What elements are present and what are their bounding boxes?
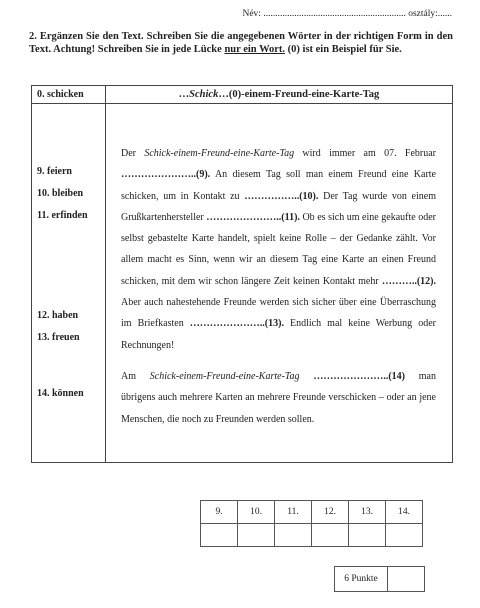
answer-cell-10[interactable]	[238, 524, 275, 547]
answer-grid-label: 9.	[201, 501, 238, 524]
answer-cell-12[interactable]	[312, 524, 349, 547]
paragraph-2	[121, 366, 436, 430]
gap-14: …………………..(14)	[313, 370, 405, 382]
answer-grid-label: 11.	[275, 501, 312, 524]
text-italic: Schick-einem-Freund-eine-Karte-Tag	[144, 148, 295, 159]
answer-grid	[200, 500, 423, 547]
text-segment: An diesem Tag soll man einem Freund eine Karte schicken, um in Kontakt zu	[121, 169, 436, 202]
task-instruction	[29, 30, 453, 56]
instruction-part2: (0) ist ein Beispiel für Sie.	[285, 44, 402, 55]
answer-grid-label: 10.	[238, 501, 275, 524]
text-segment: Aber auch nahestehende Freunde werden sich sicher über eine Überraschung im Briefkasten	[121, 297, 436, 330]
example-answer	[106, 89, 452, 100]
word-label-9: 9. feiern	[37, 166, 72, 177]
example-dots-mid: …	[218, 89, 229, 100]
column-divider	[105, 86, 106, 462]
example-dots-left: …	[178, 89, 190, 100]
text-segment: Ob es sich um eine gekaufte oder selbst gebastelte Karte handelt, spielt keine Rolle – der Gedanke zählt. Vor allem macht es Sinn, wenn wir an diesem Tag eine Karte an einen Freund schicken, mit dem wir schon längere Zeit keinen Kontakt mehr	[121, 211, 436, 287]
text-segment	[300, 371, 314, 382]
word-label-10: 10. bleiben	[37, 188, 84, 199]
answer-grid-blanks	[201, 524, 423, 547]
word-label-14: 14. können	[37, 388, 84, 399]
text-italic: Schick-einem-Freund-eine-Karte-Tag	[149, 370, 300, 382]
answer-cell-11[interactable]	[275, 524, 312, 547]
word-label-13: 13. freuen	[37, 332, 80, 343]
word-label-12: 12. haben	[37, 310, 79, 321]
gap-13: …………………..(13).	[189, 318, 284, 330]
paragraph-1	[121, 143, 436, 356]
gap-12: ………..(12).	[381, 275, 436, 287]
instruction-underlined: nur ein Wort.	[224, 44, 286, 55]
gap-text	[121, 143, 436, 430]
score-field[interactable]	[388, 567, 425, 592]
name-class-field: Név: ............................................................ osztály:......	[242, 9, 452, 19]
answer-grid-label: 13.	[349, 501, 386, 524]
word-label-11: 11. erfinden	[37, 210, 88, 221]
example-rest: (0)-einem-Freund-eine-Karte-Tag	[228, 89, 380, 100]
gap-9: …………………..(9).	[121, 169, 211, 181]
score-box	[334, 566, 425, 592]
gap-10: ……………..(10).	[244, 190, 319, 202]
task-box	[31, 85, 453, 463]
instruction-part1: 2. Ergänzen Sie den Text. Schreiben Sie die angegebenen Wörter in der richtigen Form in den Text. Achtung! Schreiben Sie in jede Lücke	[29, 31, 453, 55]
text-segment: Der	[121, 148, 145, 159]
text-segment: Der Tag wurde von einem Grußkartenhersteller	[121, 190, 436, 223]
answer-cell-13[interactable]	[349, 524, 386, 547]
answer-cell-9[interactable]	[201, 524, 238, 547]
text-segment: Am	[121, 370, 150, 382]
gap-11: …………………..(11).	[206, 211, 300, 223]
text-segment: Endlich mal keine Werbung oder Rechnungen!	[121, 318, 437, 351]
answer-grid-label: 12.	[312, 501, 349, 524]
score-label: 6 Punkte	[335, 567, 388, 592]
example-answer-word: Schick	[189, 89, 219, 100]
text-segment: wird immer am 07. Februar	[294, 148, 436, 159]
answer-grid-header	[201, 501, 423, 524]
text-segment: man übrigens auch mehrere Karten an mehrere Freunde verschicken – oder an jene Menschen, die noch zu Freunden werden sollen.	[121, 370, 436, 425]
answer-grid-label: 14.	[386, 501, 423, 524]
row-divider	[32, 103, 452, 104]
example-word: 0. schicken	[37, 89, 84, 100]
answer-cell-14[interactable]	[386, 524, 423, 547]
